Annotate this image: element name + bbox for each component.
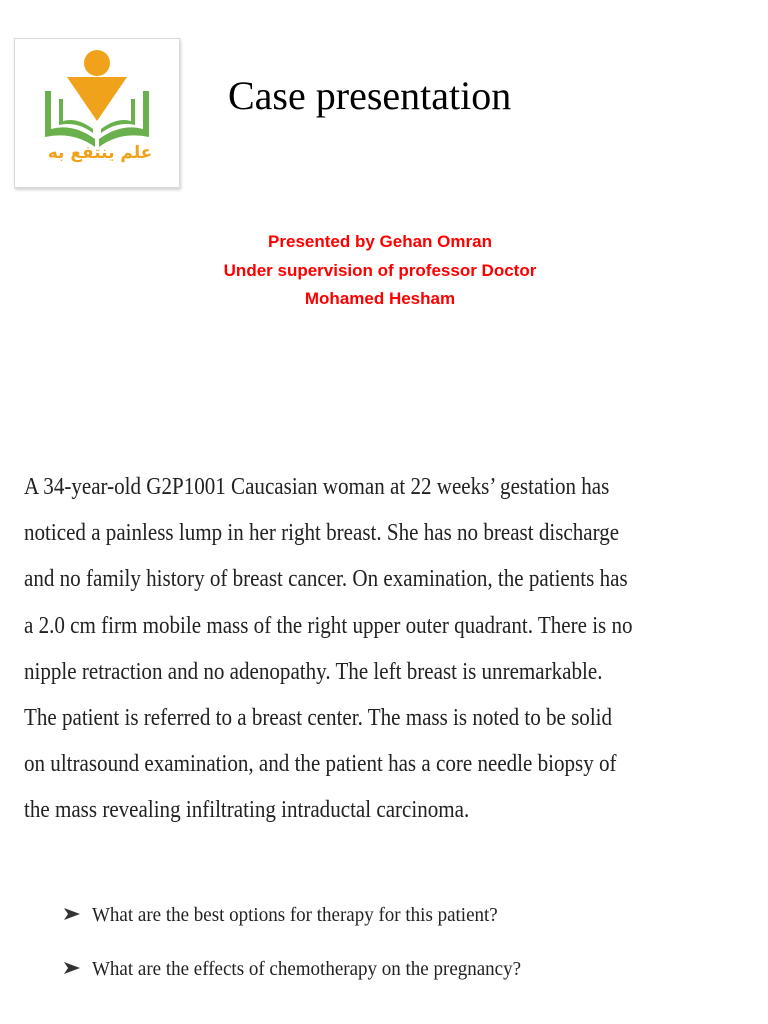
case-line: The patient is referred to a breast center. The mass is noted to be solid: [24, 704, 613, 732]
page-title: Case presentation: [228, 73, 512, 118]
question-text: What are the effects of chemotherapy on the pregnancy?: [92, 958, 522, 980]
case-line: A 34-year-old G2P1001 Caucasian woman at 22 weeks’ gestation has: [24, 473, 610, 500]
case-line: nipple retraction and no adenopathy. The left breast is unremarkable.: [24, 657, 603, 685]
presenter-line-2: Under supervision of professor Doctor: [223, 260, 537, 280]
case-line: and no family history of breast cancer. On examination, the patients has: [24, 565, 628, 593]
logo: [14, 38, 180, 188]
case-line: on ultrasound examination, and the patient has a core needle biopsy of: [24, 750, 617, 778]
arrow-bullet-icon: [64, 962, 80, 974]
arrow-bullet-icon: [64, 908, 80, 920]
logo-graphic: [15, 39, 179, 187]
case-line: a 2.0 cm firm mobile mass of the right upper outer quadrant. There is no: [24, 611, 633, 639]
presenter-line-1: Presented by Gehan Omran: [268, 232, 492, 251]
logo-head-icon: [84, 50, 110, 76]
list-item: [64, 904, 764, 958]
list-item: [64, 958, 764, 1012]
case-line: the mass revealing infiltrating intraductal carcinoma.: [24, 796, 470, 824]
case-line: noticed a painless lump in her right breast. She has no breast discharge: [24, 519, 620, 547]
case-description: [24, 464, 724, 834]
logo-text: علم ينتفع به: [47, 143, 153, 163]
presenter-block: [0, 228, 760, 314]
logo-body-icon: [67, 77, 127, 121]
question-list: [64, 904, 764, 1012]
presenter-line-3: Mohamed Hesham: [304, 289, 456, 308]
question-text: What are the best options for therapy for this patient?: [92, 904, 498, 926]
